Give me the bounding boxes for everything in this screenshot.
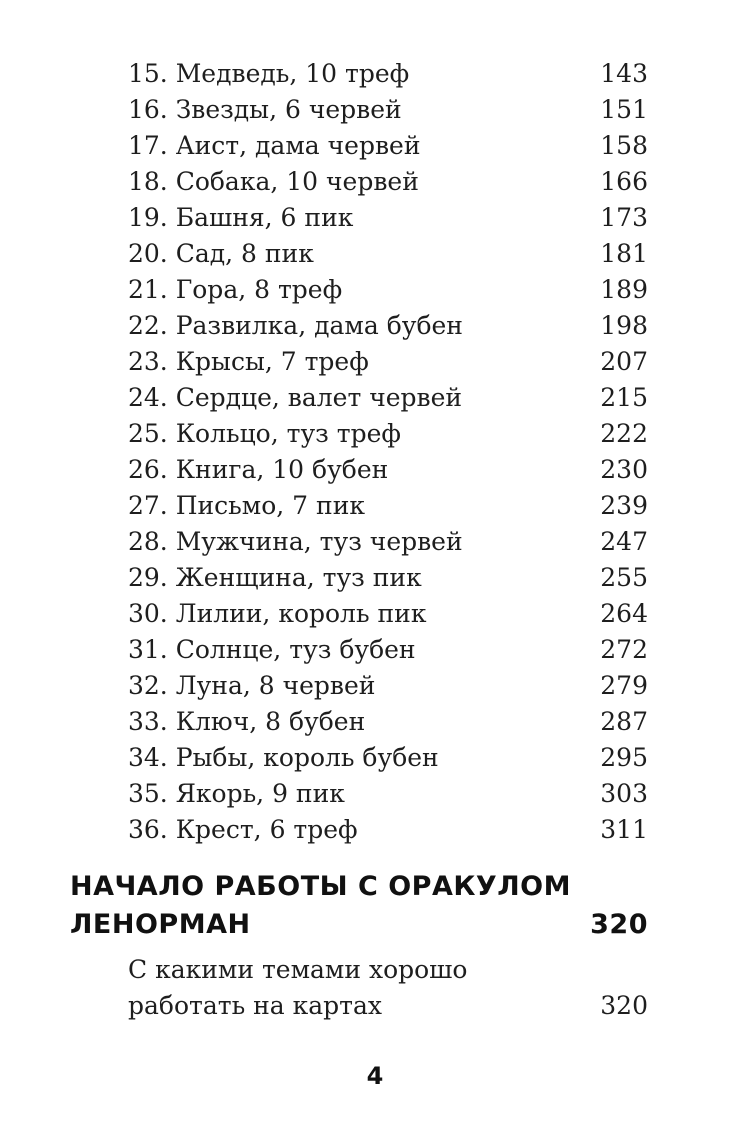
toc-entry-title: 32. Луна, 8 червей bbox=[128, 671, 376, 700]
toc-entry-title: 34. Рыбы, король бубен bbox=[128, 743, 439, 772]
toc-entry-page: 287 bbox=[600, 707, 648, 736]
toc-entry[interactable] bbox=[128, 596, 648, 632]
toc-entry[interactable] bbox=[128, 92, 648, 128]
toc-entry-page: 230 bbox=[600, 455, 648, 484]
toc-entry[interactable] bbox=[128, 524, 648, 560]
toc-entry[interactable] bbox=[128, 668, 648, 704]
toc-entry-title: 24. Сердце, валет червей bbox=[128, 383, 463, 412]
toc-entry-title: 30. Лилии, король пик bbox=[128, 599, 427, 628]
toc-entry[interactable] bbox=[128, 452, 648, 488]
toc-entry-title: 29. Женщина, туз пик bbox=[128, 563, 422, 592]
toc-entry-title: 27. Письмо, 7 пик bbox=[128, 491, 365, 520]
toc-entry-page: 166 bbox=[600, 167, 648, 196]
toc-entry-page: 207 bbox=[600, 347, 648, 376]
toc-entry[interactable] bbox=[128, 740, 648, 776]
toc-entry[interactable] bbox=[128, 488, 648, 524]
subsection-page-number: 320 bbox=[600, 991, 648, 1020]
toc-entry[interactable] bbox=[128, 200, 648, 236]
toc-entry-page: 151 bbox=[600, 95, 648, 124]
toc-entry[interactable] bbox=[128, 632, 648, 668]
toc-entry[interactable] bbox=[128, 344, 648, 380]
toc-entry-page: 222 bbox=[600, 419, 648, 448]
toc-entry-title: 23. Крысы, 7 треф bbox=[128, 347, 369, 376]
toc-entry-page: 303 bbox=[600, 779, 648, 808]
toc-entry-page: 198 bbox=[600, 311, 648, 340]
toc-entry[interactable] bbox=[128, 164, 648, 200]
toc-entry[interactable] bbox=[128, 560, 648, 596]
toc-entry-page: 189 bbox=[600, 275, 648, 304]
toc-subsection-entry[interactable] bbox=[128, 952, 648, 1024]
toc-entry[interactable] bbox=[128, 704, 648, 740]
toc-entry-title: 15. Медведь, 10 треф bbox=[128, 59, 410, 88]
section-title-line2: ЛЕНОРМАН bbox=[70, 909, 251, 940]
toc-entry-page: 158 bbox=[600, 131, 648, 160]
toc-entry[interactable] bbox=[128, 272, 648, 308]
toc-entry-page: 239 bbox=[600, 491, 648, 520]
toc-entry[interactable] bbox=[128, 380, 648, 416]
toc-entry-title: 26. Книга, 10 бубен bbox=[128, 455, 389, 484]
toc-entry-title: 21. Гора, 8 треф bbox=[128, 275, 343, 304]
toc-entry-page: 279 bbox=[600, 671, 648, 700]
toc-entry-title: 33. Ключ, 8 бубен bbox=[128, 707, 366, 736]
toc-entry-page: 173 bbox=[600, 203, 648, 232]
toc-entry[interactable] bbox=[128, 128, 648, 164]
toc-entry-title: 35. Якорь, 9 пик bbox=[128, 779, 345, 808]
subsection-title-line1: С какими темами хорошо bbox=[128, 955, 468, 984]
section-title-line1: НАЧАЛО РАБОТЫ С ОРАКУЛОМ bbox=[70, 871, 571, 902]
toc-entry[interactable] bbox=[128, 416, 648, 452]
toc-entry-page: 215 bbox=[600, 383, 648, 412]
subsection-title-line2: работать на картах bbox=[128, 991, 383, 1020]
toc-entry-page: 272 bbox=[600, 635, 648, 664]
toc-entry-title: 22. Развилка, дама бубен bbox=[128, 311, 463, 340]
toc-entry-page: 143 bbox=[600, 59, 648, 88]
toc-entry-page: 247 bbox=[600, 527, 648, 556]
section-page-number: 320 bbox=[590, 909, 648, 940]
toc-entry-page: 311 bbox=[600, 815, 648, 844]
toc-entry-page: 295 bbox=[600, 743, 648, 772]
toc-entry-title: 36. Крест, 6 треф bbox=[128, 815, 358, 844]
toc-section-heading[interactable] bbox=[70, 868, 648, 944]
page-footer-number: 4 bbox=[366, 1062, 384, 1090]
toc-entries-list bbox=[128, 56, 648, 848]
toc-entry[interactable] bbox=[128, 56, 648, 92]
toc-entry-title: 28. Мужчина, туз червей bbox=[128, 527, 463, 556]
toc-entry-page: 181 bbox=[600, 239, 648, 268]
toc-entry-title: 16. Звезды, 6 червей bbox=[128, 95, 402, 124]
toc-entry-page: 255 bbox=[600, 563, 648, 592]
toc-entry-title: 17. Аист, дама червей bbox=[128, 131, 421, 160]
toc-entry-title: 19. Башня, 6 пик bbox=[128, 203, 354, 232]
toc-entry-title: 31. Солнце, туз бубен bbox=[128, 635, 416, 664]
toc-entry[interactable] bbox=[128, 812, 648, 848]
toc-entry-title: 25. Кольцо, туз треф bbox=[128, 419, 401, 448]
toc-entry-title: 18. Собака, 10 червей bbox=[128, 167, 419, 196]
toc-entry-page: 264 bbox=[600, 599, 648, 628]
toc-entry[interactable] bbox=[128, 236, 648, 272]
toc-entry-title: 20. Сад, 8 пик bbox=[128, 239, 314, 268]
toc-entry[interactable] bbox=[128, 308, 648, 344]
toc-entry[interactable] bbox=[128, 776, 648, 812]
